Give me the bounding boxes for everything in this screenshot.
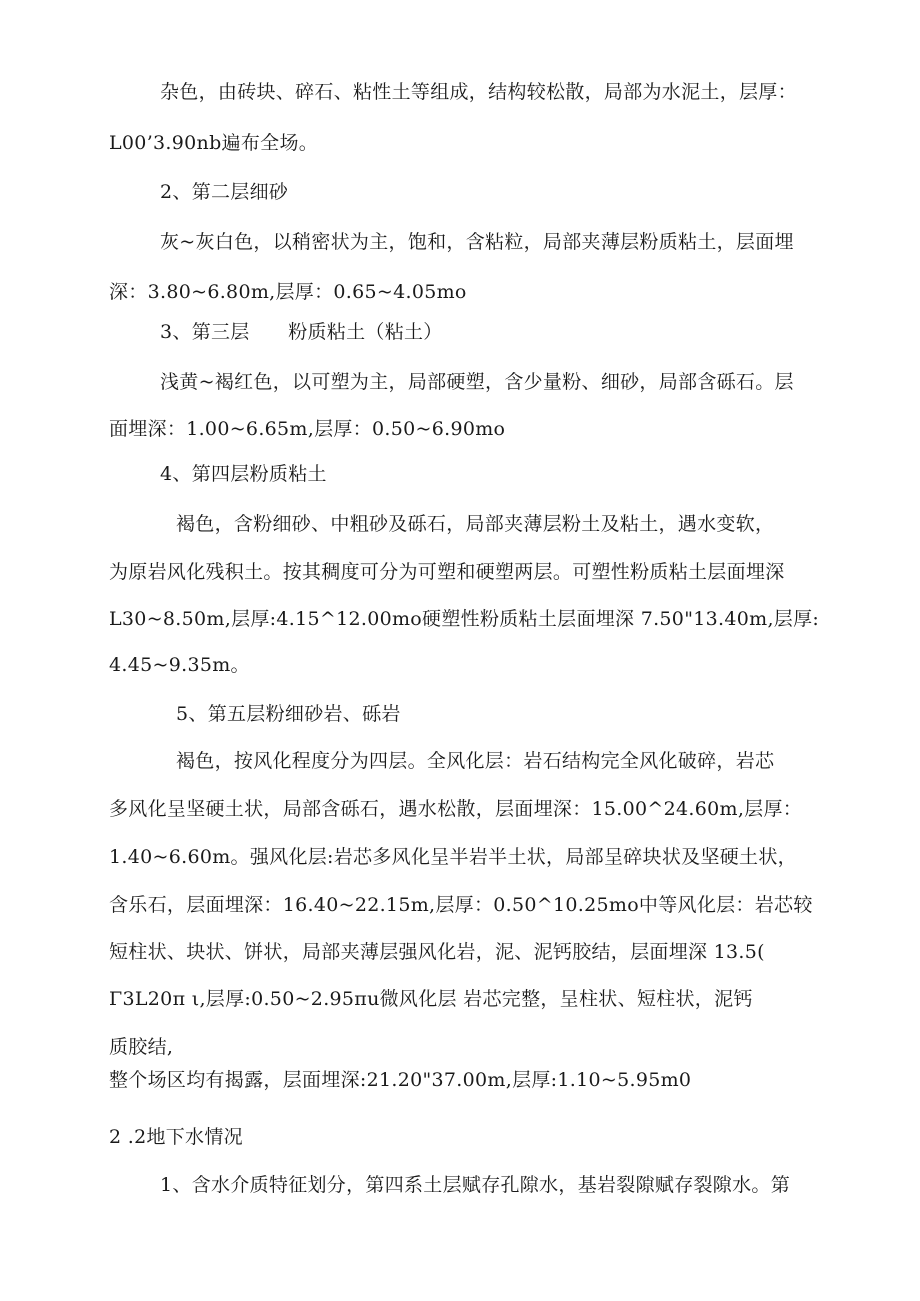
- paragraph-line: Γ3L20π ι,层厚:0.50~2.95πu微风化层 岩芯完整，呈柱状、短柱状，泥钙: [109, 988, 753, 1010]
- paragraph-line: 深：3.80~6.80m,层厚：0.65~4.05mo: [109, 281, 467, 303]
- paragraph-line: 面埋深：1.00~6.65m,层厚：0.50~6.90mo: [109, 418, 506, 440]
- paragraph-line: 1、含水介质特征划分，第四系土层赋存孔隙水，基岩裂隙赋存裂隙水。第: [160, 1174, 790, 1196]
- paragraph-line: 为原岩风化残积土。按其稠度可分为可塑和硬塑两层。可塑性粉质粘土层面埋深: [109, 561, 785, 583]
- paragraph-line: 整个场区均有揭露，层面埋深:21.20"37.00m,层厚:1.10~5.95m0: [109, 1069, 692, 1091]
- section-heading: 2 .2地下水情况: [109, 1126, 243, 1148]
- section-heading: 4、第四层粉质粘土: [160, 463, 327, 485]
- section-heading: 3、第三层 粉质粘土（粘土）: [160, 321, 443, 343]
- paragraph-line: 杂色，由砖块、碎石、粘性土等组成，结构较松散，局部为水泥土，层厚：: [160, 81, 797, 103]
- paragraph-line: 含乐石，层面埋深：16.40~22.15m,层厚：0.50^10.25mo中等风化层：岩芯较: [109, 894, 813, 916]
- paragraph-line: 1.40~6.60m。强风化层:岩芯多风化呈半岩半土状，局部呈碎块状及坚硬土状，: [109, 846, 797, 868]
- section-heading: 5、第五层粉细砂岩、砾岩: [176, 703, 401, 725]
- paragraph-line: 浅黄~褐红色，以可塑为主，局部硬塑，含少量粉、细砂，局部含砾石。层: [160, 371, 794, 393]
- paragraph-line: 4.45~9.35m。: [109, 654, 250, 676]
- paragraph-line: L30~8.50m,层厚:4.15^12.00mo硬塑性粉质粘土层面埋深 7.50"13.40m,层厚:: [109, 608, 820, 630]
- section-heading: 2、第二层细砂: [160, 181, 289, 203]
- paragraph-line: 灰~灰白色，以稍密状为主，饱和，含粘粒，局部夹薄层粉质粘土，层面埋: [160, 231, 794, 253]
- paragraph-line: 质胶结,: [109, 1036, 174, 1058]
- paragraph-line: 短柱状、块状、饼状，局部夹薄层强风化岩，泥、泥钙胶结，层面埋深 13.5(: [109, 941, 765, 963]
- paragraph-line: L00’3.90nb遍布全场。: [109, 132, 319, 154]
- paragraph-line: 多风化呈坚硬土状，局部含砾石，遇水松散，层面埋深：15.00^24.60m,层厚：: [109, 798, 803, 820]
- paragraph-line: 褐色，含粉细砂、中粗砂及砾石，局部夹薄层粉土及粘土，遇水变软，: [176, 513, 775, 535]
- paragraph-line: 褐色，按风化程度分为四层。全风化层：岩石结构完全风化破碎，岩芯: [176, 750, 775, 772]
